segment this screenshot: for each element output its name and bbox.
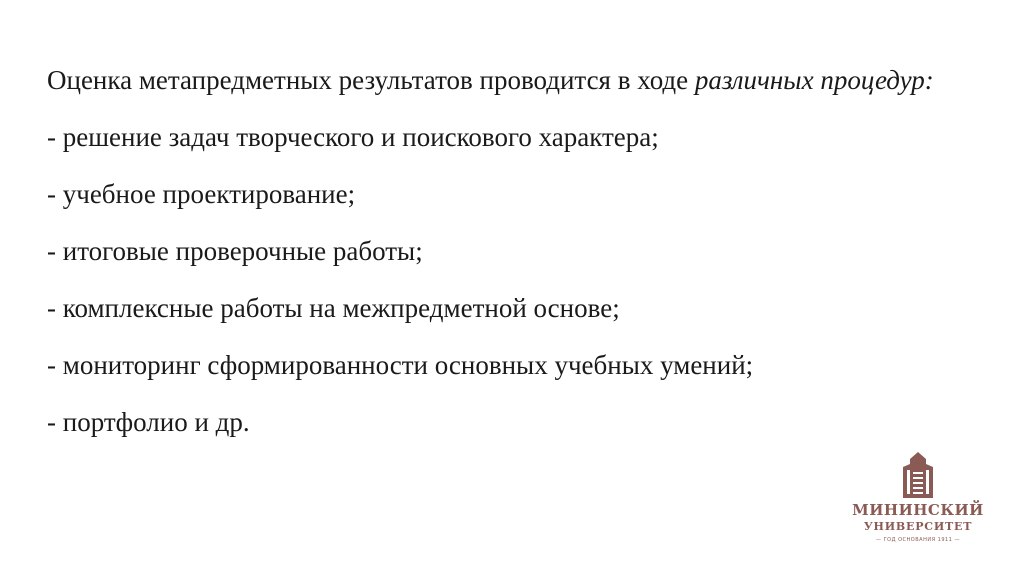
- list-item: - комплексные работы на межпредметной основе;: [47, 293, 620, 323]
- logo-name: МИНИНСКИЙ: [852, 501, 984, 519]
- intro-paragraph: [47, 52, 993, 109]
- list-item: - итоговые проверочные работы;: [47, 236, 423, 266]
- procedure-list: [47, 109, 993, 451]
- slide-content: [47, 52, 993, 451]
- tower-building-icon: [901, 452, 935, 498]
- intro-text: Оценка метапредметных результатов проводится в ходе: [47, 65, 695, 95]
- intro-emphasis: различных процедур:: [694, 65, 934, 95]
- list-item: - учебное проектирование;: [47, 179, 356, 209]
- list-item: - портфолио и др.: [47, 407, 250, 437]
- university-logo: [838, 452, 998, 562]
- list-item: - решение задач творческого и поискового характера;: [47, 122, 659, 152]
- logo-founded: — ГОД ОСНОВАНИЯ 1911 —: [876, 537, 960, 543]
- logo-subtitle: УНИВЕРСИТЕТ: [863, 520, 973, 533]
- list-item: - мониторинг сформированности основных учебных умений;: [47, 350, 754, 380]
